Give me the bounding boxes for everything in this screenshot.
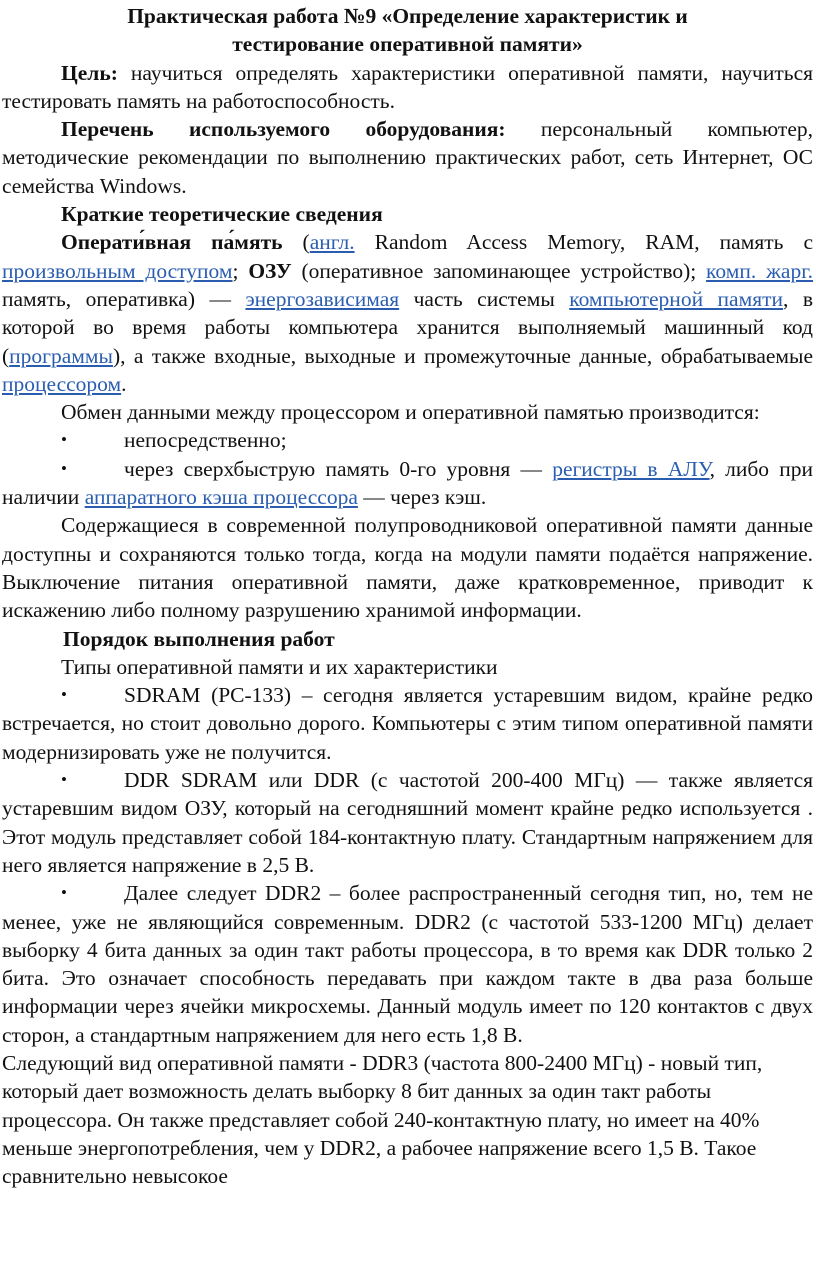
exchange-bullet-2-text-1: через сверхбыструю память 0-го уровня — bbox=[124, 456, 553, 481]
exchange-bullet-2-text-2: , либо при наличии bbox=[2, 456, 814, 510]
exchange-paragraph: Обмен данными между процессором и оперативной памятью производится: bbox=[61, 400, 760, 425]
definition-paragraph bbox=[2, 228, 813, 398]
exchange-bullet-2-text-3: — через кэш. bbox=[357, 485, 487, 510]
def-text-8: ), а также входные, выходные и промежуточные данные, обрабатываемые bbox=[112, 343, 813, 368]
ram-bullet-sdram bbox=[2, 681, 813, 766]
link-alu-registers[interactable]: регистры в АЛУ bbox=[552, 456, 710, 481]
procedure-heading: Порядок выполнения работ bbox=[63, 626, 335, 651]
exchange-bullet-1 bbox=[2, 426, 813, 454]
exchange-bullet-2 bbox=[2, 455, 813, 512]
goal-label: Цель: bbox=[61, 60, 118, 85]
link-engl[interactable]: англ. bbox=[309, 230, 355, 255]
def-text-3: ; bbox=[232, 258, 249, 283]
ram-term: Операти́вная па́мять bbox=[61, 230, 283, 255]
bullet-icon: • bbox=[61, 430, 67, 450]
def-text-5: память, оперативка) — bbox=[2, 286, 246, 311]
types-heading: Типы оперативной памяти и их характеристики bbox=[61, 654, 498, 679]
link-volatile[interactable]: энергозависимая bbox=[245, 286, 400, 311]
goal-paragraph bbox=[2, 59, 813, 116]
link-programs[interactable]: программы bbox=[9, 343, 113, 368]
semiconductor-paragraph: Содержащиеся в современной полупроводниковой оперативной памяти данные доступны и сохраняются только тогда, когда на модули памяти подаётся напряжение. Выключение питания оперативной памяти, даже кратковременное, приводит к искажению либо полному разрушению хранимой информации. bbox=[2, 513, 813, 623]
def-text-9: . bbox=[121, 371, 127, 396]
ddr3-paragraph: Следующий вид оперативной памяти - DDR3 (частота 800-2400 МГц) - новый тип, который дает возможность делать выборку 8 бит данных за один такт работы процессора. Он также представляет собой 240-контактную плату, но имеет на 40% меньше энергопотребления, чем у DDR2, а рабочее напряжение всего 1,5 В. Такое сравнительно невысокое bbox=[2, 1050, 763, 1189]
bullet-icon: • bbox=[61, 770, 67, 790]
equipment-paragraph bbox=[2, 115, 813, 200]
exchange-bullet-1-text: непосредственно; bbox=[124, 428, 287, 453]
def-text-4: (оперативное запоминающее устройство); bbox=[291, 258, 707, 283]
link-processor[interactable]: процессором bbox=[2, 371, 122, 396]
bullet-icon: • bbox=[61, 458, 67, 478]
ram-bullet-ddr-text: DDR SDRAM или DDR (с частотой 200-400 МГц) — также является устаревшим видом ОЗУ, который на сегодняшний момент крайне редко используется . Этот модуль представляет собой 184-контактную плату. Стандартным напряжением для него является напряжение в 2,5 В. bbox=[2, 768, 813, 877]
def-text-2: Random Access Memory, RAM, память с bbox=[354, 230, 813, 255]
ozu-term: ОЗУ bbox=[248, 258, 292, 283]
title-line-2: тестирование оперативной памяти» bbox=[232, 32, 583, 57]
ram-bullet-ddr2-text: Далее следует DDR2 – более распространенный сегодня тип, но, тем не менее, уже не являющийся современным. DDR2 (с частотой 533-1200 МГц) делает выборку 4 бита данных за один такт работы процессора, в то время как DDR только 2 бита. Это означает способность передавать при каждом такте в два раза больше информации через ячейки микросхемы. Данный модуль имеет по 120 контактов с двух сторон, а стандартным напряжением для него есть 1,8 В. bbox=[2, 881, 813, 1047]
def-text-7: , в которой во время работы компьютера хранится выполняемый машинный код ( bbox=[2, 286, 813, 368]
theory-heading: Краткие теоретические сведения bbox=[61, 202, 383, 227]
ram-bullet-ddr bbox=[2, 766, 813, 879]
bullet-icon: • bbox=[61, 883, 67, 903]
ram-bullet-ddr2 bbox=[2, 879, 813, 1049]
link-computer-memory[interactable]: компьютерной памяти bbox=[569, 286, 783, 311]
ram-bullet-sdram-text: SDRAM (PC-133) – сегодня является устаревшим видом, крайне редко встречается, но стоит довольно дорого. Компьютеры с этим типом оперативной памяти модернизировать уже не получится. bbox=[2, 683, 813, 764]
bullet-icon: • bbox=[61, 685, 67, 705]
def-text-6: часть системы bbox=[399, 286, 570, 311]
goal-text: научиться определять характеристики оперативной памяти, научиться тестировать память на работоспособность. bbox=[2, 60, 813, 113]
def-text-1: ( bbox=[282, 230, 310, 255]
title-line-1: Практическая работа №9 «Определение характеристик и bbox=[127, 4, 688, 28]
link-random-access[interactable]: произвольным доступом bbox=[2, 258, 233, 283]
link-cpu-cache[interactable]: аппаратного кэша процессора bbox=[84, 485, 358, 510]
link-komp-zharg[interactable]: комп. жарг. bbox=[706, 258, 813, 283]
equipment-text: персональный компьютер, методические рекомендации по выполнению практических работ, сеть Интернет, ОС семейства Windows. bbox=[2, 117, 813, 198]
equipment-label: Перечень используемого оборудования: bbox=[61, 117, 506, 142]
